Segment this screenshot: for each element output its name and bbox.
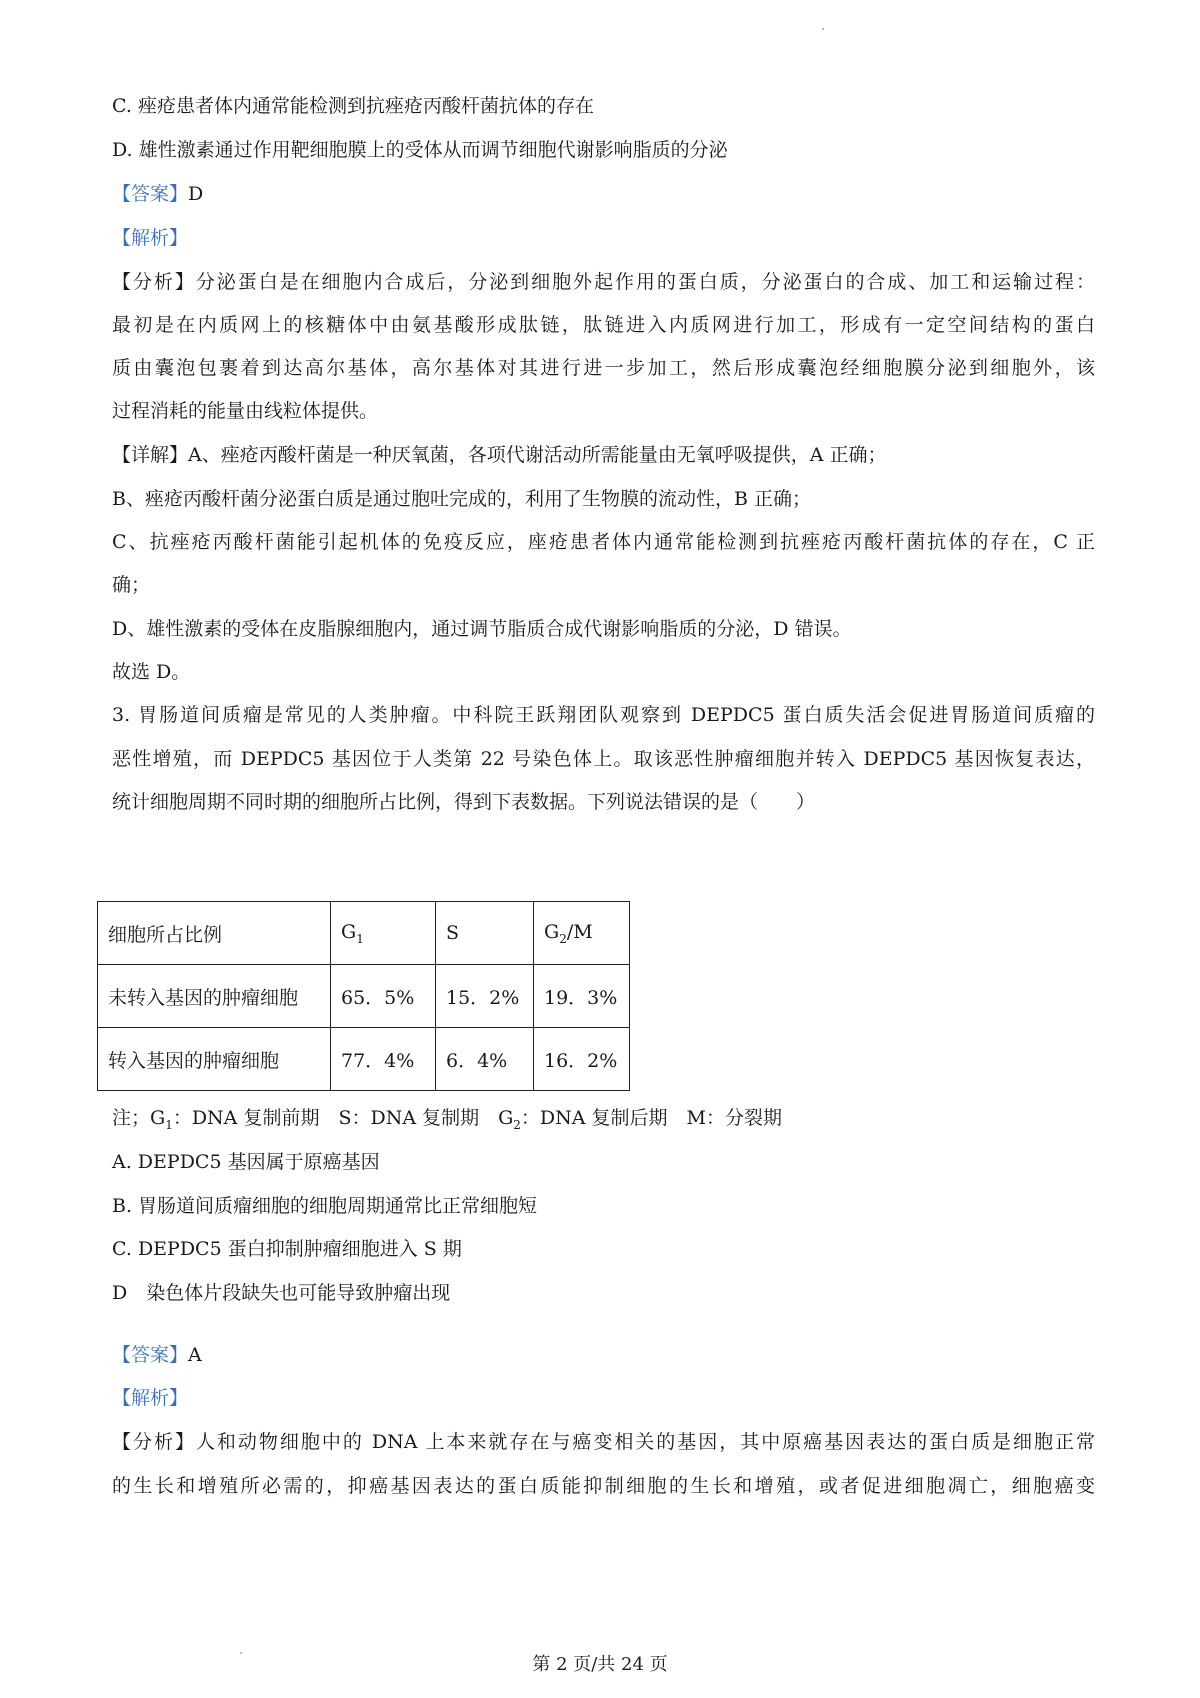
option-b: B. 胃肠道间质瘤细胞的细胞周期通常比正常细胞短 [112, 1195, 538, 1217]
option-d: D 染色体片段缺失也可能导致肿瘤出现 [112, 1282, 451, 1304]
note-sub: 2 [513, 1117, 521, 1132]
table-header-row [98, 902, 630, 965]
detail-line: B、痤疮丙酸杆菌分泌蛋白质是通过胞吐完成的，利用了生物膜的流动性，B 正确； [112, 488, 811, 510]
analysis-line: 质由囊泡包裹着到达高尔基体，高尔基体对其进行进一步加工，然后形成囊泡经细胞膜分泌到细胞外，该 [112, 357, 1095, 379]
table-header-cell: 细胞所占比例 [98, 902, 331, 965]
note-text: 注；G [112, 1107, 166, 1129]
table-cell: 15．2% [436, 965, 534, 1028]
question-3-stem: 3. 胃肠道间质瘤是常见的人类肿瘤。中科院王跃翔团队观察到 DEPDC5 蛋白质失活会促进胃肠道间质瘤的 [112, 704, 1095, 726]
detail-line: D、雄性激素的受体在皮脂腺细胞内，通过调节脂质合成代谢影响脂质的分泌，D 错误。 [112, 618, 852, 640]
analysis-line: 【分析】人和动物细胞中的 DNA 上本来就存在与癌变相关的基因，其中原癌基因表达的蛋白质是细胞正常 [112, 1431, 1095, 1453]
option-c: C. DEPDC5 蛋白抑制肿瘤细胞进入 S 期 [112, 1238, 462, 1260]
note-sub: 1 [165, 1117, 173, 1132]
answer-prev [112, 180, 203, 208]
table-cell: 未转入基因的肿瘤细胞 [98, 965, 331, 1028]
table-cell: 16．2% [534, 1028, 630, 1091]
detail-line: 确； [112, 574, 151, 596]
table-cell: 65．5% [331, 965, 436, 1028]
g2-tail: /M [566, 920, 593, 943]
cell-cycle-table [97, 901, 630, 1091]
g1-sub: 1 [356, 931, 364, 946]
table-row [98, 1028, 630, 1091]
answer-value: D [188, 183, 204, 205]
detail-line: 故选 D。 [112, 661, 191, 683]
table-header-cell [331, 902, 436, 965]
table-header-cell: S [436, 902, 534, 965]
table-cell: 转入基因的肿瘤细胞 [98, 1028, 331, 1091]
option-d-prev: D. 雄性激素通过作用靶细胞膜上的受体从而调节细胞代谢影响脂质的分泌 [112, 139, 728, 161]
analysis-label: 【解析】 [112, 227, 189, 249]
answer-label: 【答案】 [112, 183, 189, 205]
answer-3 [112, 1341, 202, 1369]
table-row [98, 965, 630, 1028]
g1-main: G [341, 920, 357, 943]
note-text: ：DNA 复制前期 S：DNA 复制期 G [172, 1107, 514, 1129]
option-a: A. DEPDC5 基因属于原癌基因 [112, 1151, 380, 1173]
page-footer: 第 2 页/共 24 页 [532, 1654, 668, 1675]
analysis-line: 最初是在内质网上的核糖体中由氨基酸形成肽链，肽链进入内质网进行加工，形成有一定空间结构的蛋白 [112, 314, 1095, 336]
table-cell: 77．4% [331, 1028, 436, 1091]
detail-line: 【详解】A、痤疮丙酸杆菌是一种厌氧菌，各项代谢活动所需能量由无氧呼吸提供，A 正确； [112, 444, 887, 466]
scan-dot [822, 28, 824, 30]
table-note [112, 1104, 782, 1132]
table-cell: 19．3% [534, 965, 630, 1028]
analysis-line: 过程消耗的能量由线粒体提供。 [112, 400, 379, 422]
answer-value: A [188, 1344, 202, 1366]
analysis-line: 【分析】分泌蛋白是在细胞内合成后，分泌到细胞外起作用的蛋白质，分泌蛋白的合成、加工和运输过程： [112, 271, 1095, 293]
answer-label: 【答案】 [112, 1344, 189, 1366]
note-text: ：DNA 复制后期 M：分裂期 [520, 1107, 782, 1129]
table-header-cell [534, 902, 630, 965]
detail-line: C、抗痤疮丙酸杆菌能引起机体的免疫反应，座疮患者体内通常能检测到抗痤疮丙酸杆菌抗体的存在，C 正 [112, 531, 1095, 553]
analysis-line: 的生长和增殖所必需的，抑癌基因表达的蛋白质能抑制细胞的生长和增殖，或者促进细胞凋亡，细胞癌变 [112, 1475, 1095, 1497]
question-3-stem: 恶性增殖，而 DEPDC5 基因位于人类第 22 号染色体上。取该恶性肿瘤细胞并转入 DEPDC5 基因恢复表达， [112, 748, 1095, 770]
question-3-stem: 统计细胞周期不同时期的细胞所占比例，得到下表数据。下列说法错误的是（ ） [112, 791, 816, 813]
analysis-label: 【解析】 [112, 1387, 189, 1409]
table-cell: 6．4% [436, 1028, 534, 1091]
g2-main: G [544, 920, 560, 943]
g2-sub: 2 [559, 931, 567, 946]
option-c-prev: C. 痤疮患者体内通常能检测到抗痤疮丙酸杆菌抗体的存在 [112, 95, 594, 117]
